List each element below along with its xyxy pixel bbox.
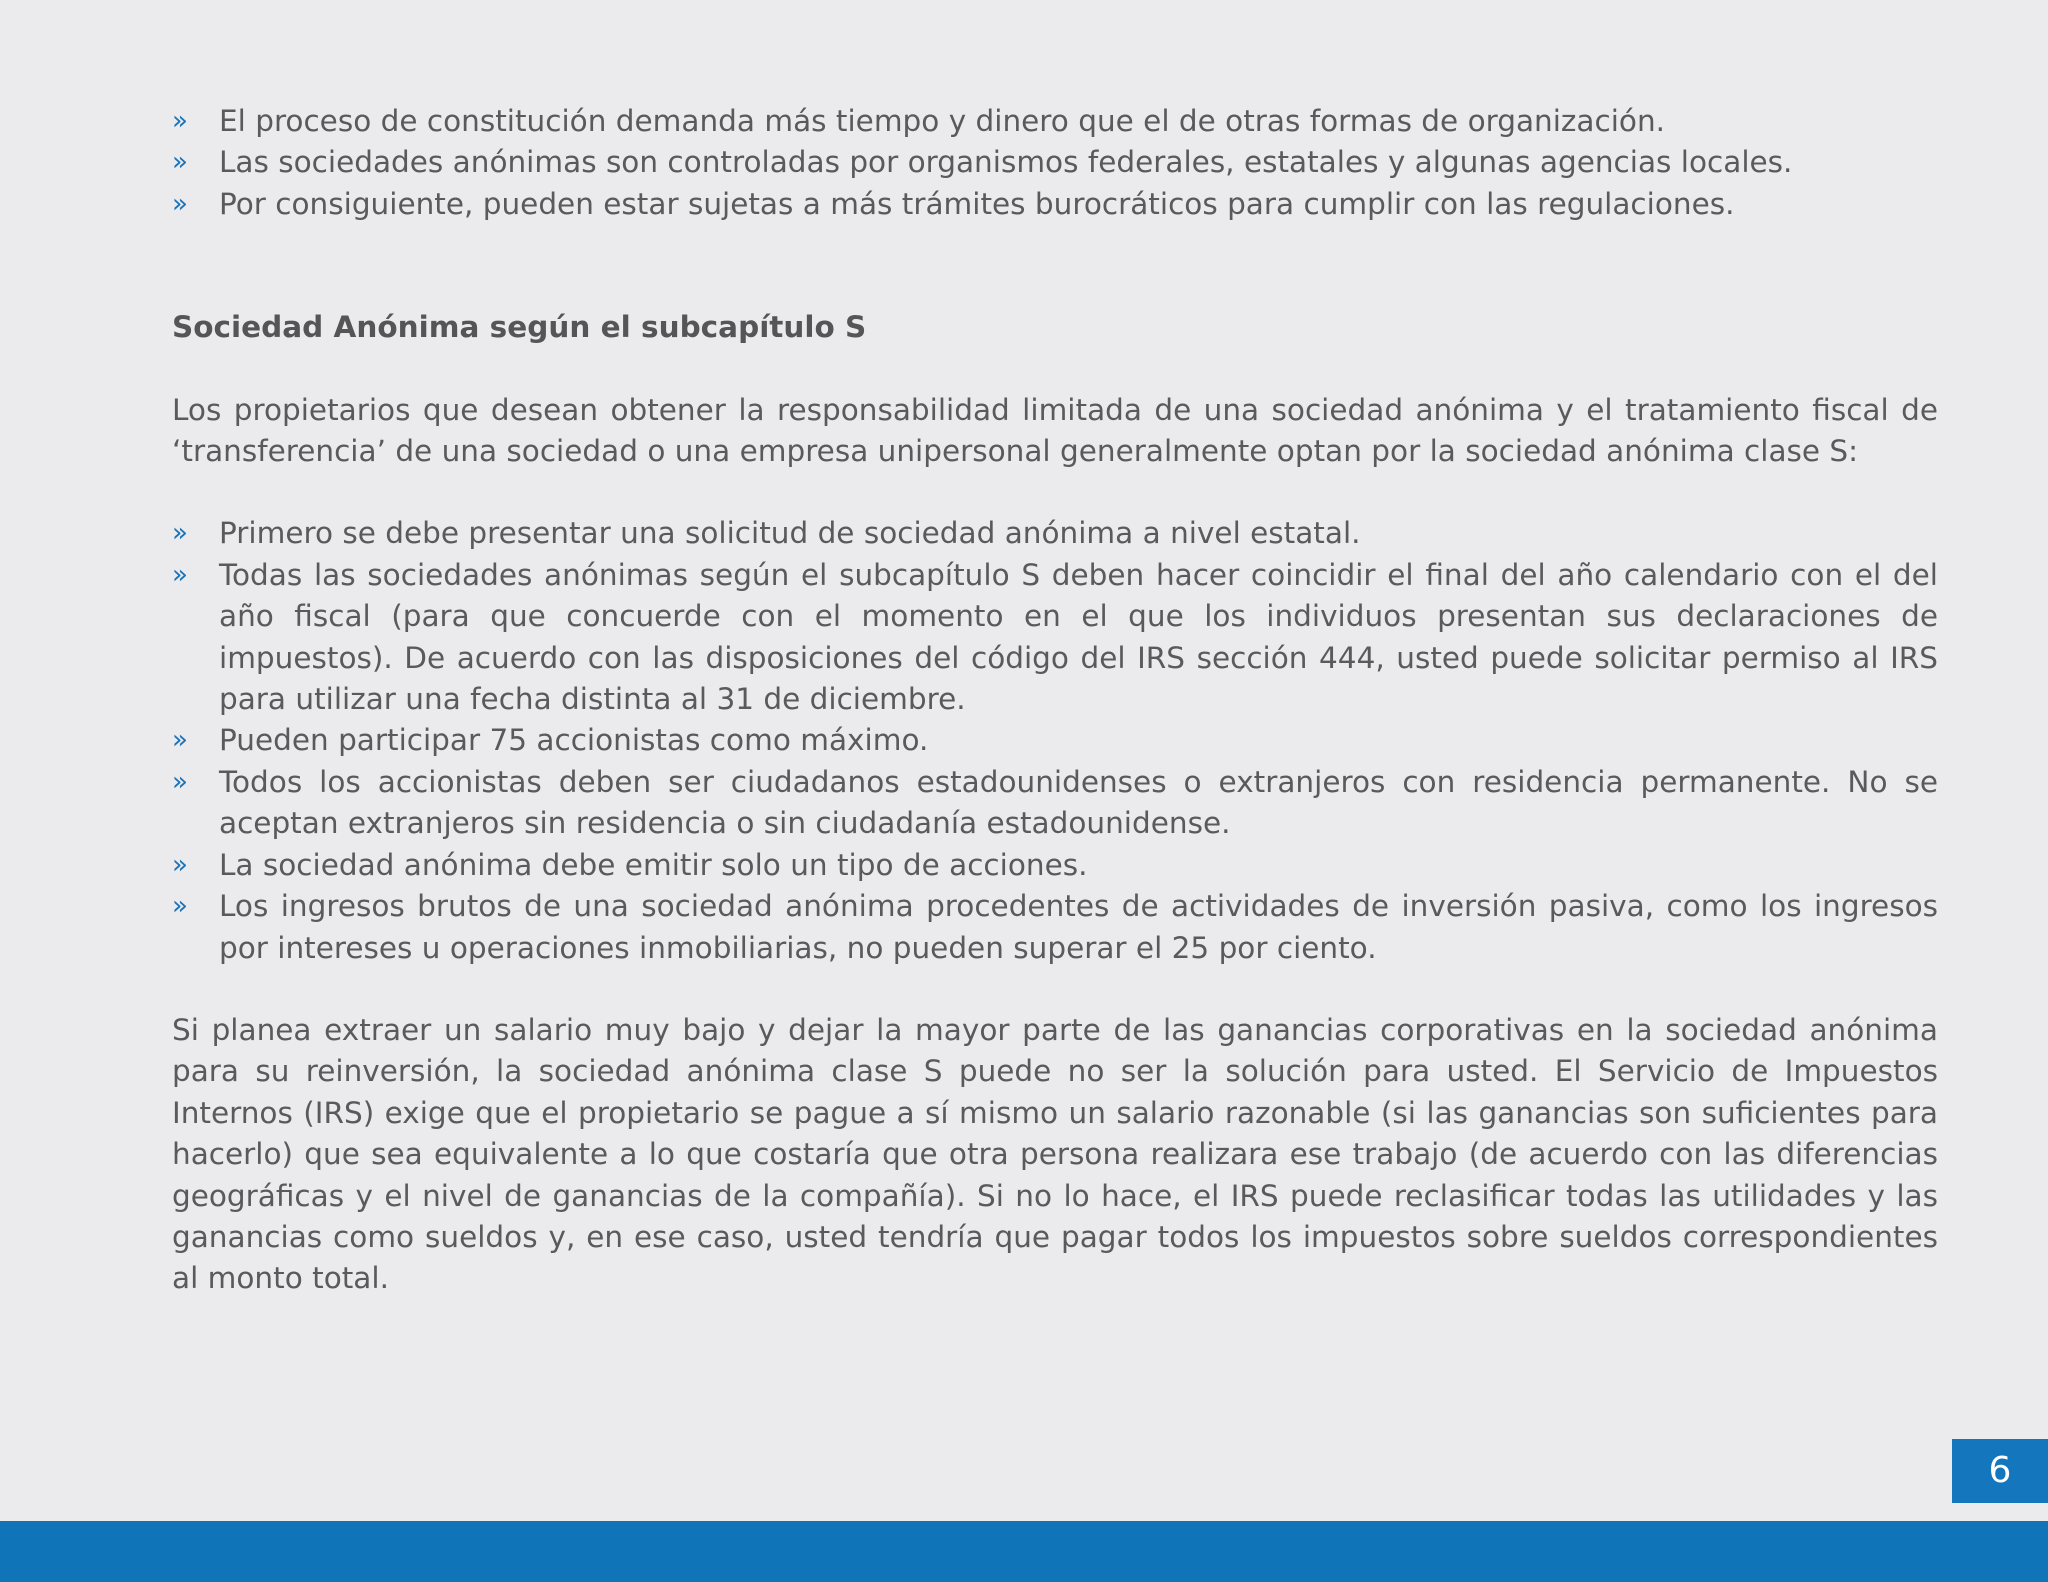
list-item: » La sociedad anónima debe emitir solo un tipo de acciones. bbox=[172, 845, 1938, 886]
list-item: » Todos los accionistas deben ser ciudadanos estadounidenses o extranjeros con residencia permanente. No se aceptan extranjeros sin residencia o sin ciudadanía estadounidense. bbox=[172, 762, 1938, 845]
list-item: » Los ingresos brutos de una sociedad anónima procedentes de actividades de inversión pasiva, como los ingresos por intereses u operaciones inmobiliarias, no pueden superar el 25 por ciento. bbox=[172, 886, 1938, 969]
intro-bullet-list bbox=[172, 101, 1938, 225]
bullet-marker-icon: » bbox=[172, 518, 188, 549]
page-number: 6 bbox=[1952, 1439, 2048, 1503]
bullet-marker-icon: » bbox=[172, 849, 188, 880]
bullet-marker-icon: » bbox=[172, 147, 188, 178]
document-body bbox=[172, 101, 1938, 1300]
list-item: » Pueden participar 75 accionistas como máximo. bbox=[172, 720, 1938, 761]
list-item: » Todas las sociedades anónimas según el subcapítulo S deben hacer coincidir el final del año calendario con el del año fiscal (para que concuerde con el momento en el que los individuos presentan sus declaraciones de impuestos). De acuerdo con las disposiciones del código del IRS sección 444, usted puede solicitar permiso al IRS para utilizar una fecha distinta al 31 de diciembre. bbox=[172, 555, 1938, 721]
bullet-marker-icon: » bbox=[172, 106, 188, 136]
s-corp-bullet-list bbox=[172, 513, 1938, 968]
list-item: » Por consiguiente, pueden estar sujetas a más trámites burocráticos para cumplir con las regulaciones. bbox=[172, 184, 1938, 225]
closing-paragraph: Si planea extraer un salario muy bajo y dejar la mayor parte de las ganancias corporativas en la sociedad anónima para su reinversión, la sociedad anónima clase S puede no ser la solución para usted. El Servicio de Impuestos Internos (IRS) exige que el propietario se pague a sí mismo un salario razonable (si las ganancias son suficientes para hacerlo) que sea equivalente a lo que costaría que otra persona realizara ese trabajo (de acuerdo con las diferencias geográficas y el nivel de ganancias de la compañía). Si no lo hace, el IRS puede reclasificar todas las utilidades y las ganancias como sueldos y, en ese caso, usted tendría que pagar todos los impuestos sobre sueldos correspondientes al monto total. bbox=[172, 1012, 1938, 1296]
bullet-marker-icon: » bbox=[172, 725, 188, 756]
list-item: » El proceso de constitución demanda más tiempo y dinero que el de otras formas de organización. bbox=[172, 101, 1938, 142]
footer-bar bbox=[0, 1521, 2048, 1582]
list-item: » Primero se debe presentar una solicitud de sociedad anónima a nivel estatal. bbox=[172, 513, 1938, 554]
bullet-marker-icon: » bbox=[172, 188, 188, 219]
list-item: » Las sociedades anónimas son controladas por organismos federales, estatales y algunas agencias locales. bbox=[172, 142, 1938, 183]
bullet-marker-icon: » bbox=[172, 766, 188, 797]
intro-paragraph: Los propietarios que desean obtener la responsabilidad limitada de una sociedad anónima y el tratamiento fiscal de ‘transferencia’ de una sociedad o una empresa unipersonal generalmente optan por la sociedad anónima clase S: bbox=[172, 392, 1938, 469]
bullet-marker-icon: » bbox=[172, 891, 188, 922]
bullet-marker-icon: » bbox=[172, 559, 188, 590]
section-heading: Sociedad Anónima según el subcapítulo S bbox=[172, 310, 867, 345]
